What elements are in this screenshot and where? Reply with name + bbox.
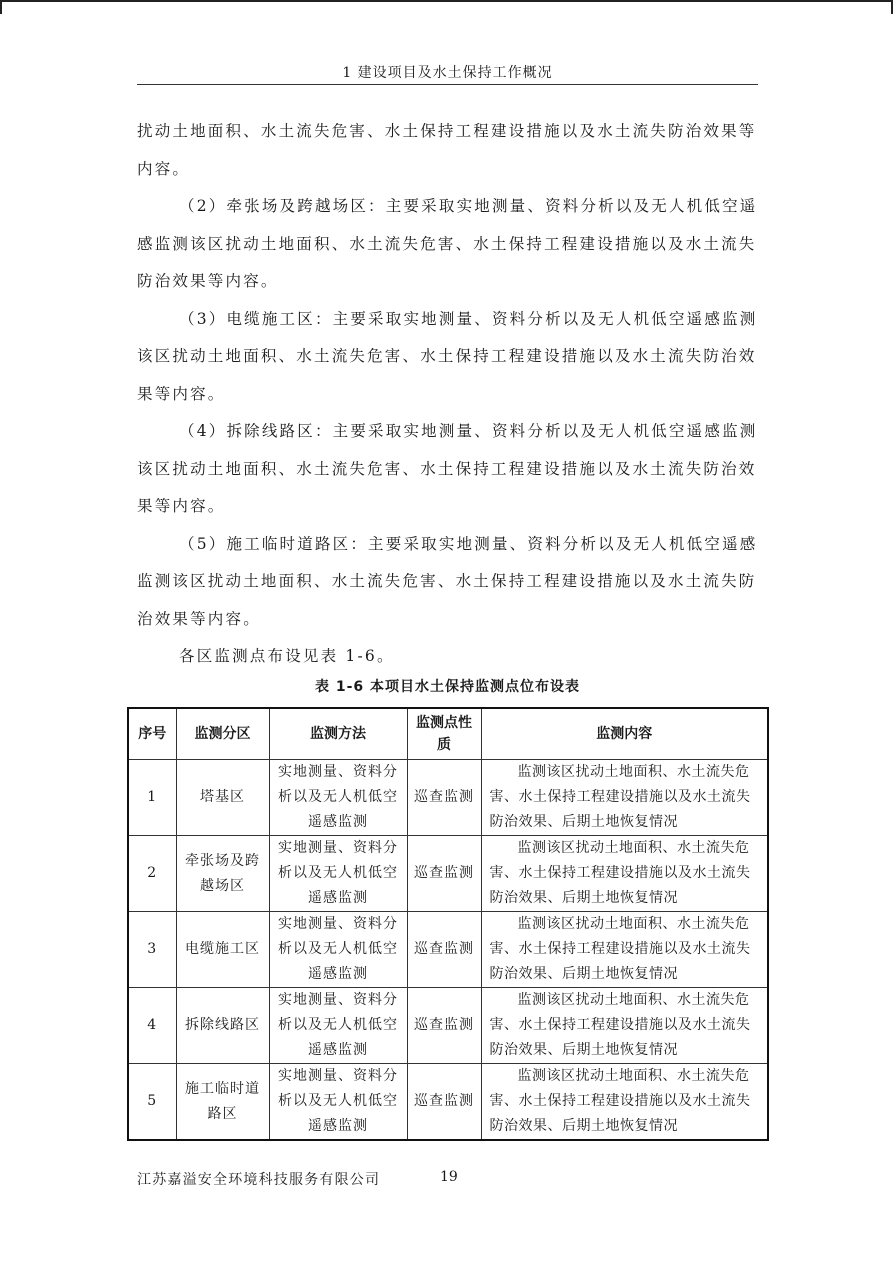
cell-index: 1 <box>128 760 176 836</box>
table-row <box>128 836 768 912</box>
cell-index: 2 <box>128 836 176 912</box>
col-header-content: 监测内容 <box>481 708 768 760</box>
cell-nature: 巡查监测 <box>407 1064 481 1141</box>
cell-method: 实地测量、资料分析以及无人机低空遥感监测 <box>269 760 407 836</box>
cell-zone: 牵张场及跨越场区 <box>176 836 269 912</box>
paragraph-removal-line: （4）拆除线路区：主要采取实地测量、资料分析以及无人机低空遥感监测该区扰动土地面积、水土流失危害、水土保持工程建设措施以及水土流失防治效果等内容。 <box>137 422 758 515</box>
table-row <box>128 1064 768 1141</box>
footer-company: 江苏嘉溢安全环境科技服务有限公司 <box>137 1172 381 1188</box>
cell-nature: 巡查监测 <box>407 912 481 988</box>
paragraph-cable-area: （3）电缆施工区：主要采取实地测量、资料分析以及无人机低空遥感监测该区扰动土地面积、水土流失危害、水土保持工程建设措施以及水土流失防治效果等内容。 <box>137 309 758 403</box>
cell-method: 实地测量、资料分析以及无人机低空遥感监测 <box>269 988 407 1064</box>
header-rule <box>137 84 758 85</box>
cell-index: 3 <box>128 912 176 988</box>
cell-nature: 巡查监测 <box>407 760 481 836</box>
table-row <box>128 760 768 836</box>
cell-index: 5 <box>128 1064 176 1141</box>
cell-method: 实地测量、资料分析以及无人机低空遥感监测 <box>269 836 407 912</box>
cell-zone: 拆除线路区 <box>176 988 269 1064</box>
cell-nature: 巡查监测 <box>407 836 481 912</box>
paragraph-temp-road: （5）施工临时道路区：主要采取实地测量、资料分析以及无人机低空遥感监测该区扰动土地面积、水土流失危害、水土保持工程建设措施以及水土流失防治效果等内容。 <box>137 534 758 628</box>
paragraph-table-ref: 各区监测点布设见表 1-6。 <box>179 647 395 665</box>
cell-zone: 电缆施工区 <box>176 912 269 988</box>
cell-method: 实地测量、资料分析以及无人机低空遥感监测 <box>269 912 407 988</box>
page-corner-top <box>0 0 893 2</box>
cell-content: 监测该区扰动土地面积、水土流失危害、水土保持工程建设措施以及水土流失防治效果、后期土地恢复情况 <box>481 836 768 912</box>
cell-content: 监测该区扰动土地面积、水土流失危害、水土保持工程建设措施以及水土流失防治效果、后期土地恢复情况 <box>481 1064 768 1141</box>
col-header-method: 监测方法 <box>269 708 407 760</box>
cell-zone: 施工临时道路区 <box>176 1064 269 1141</box>
page-number: 19 <box>440 1169 458 1185</box>
paragraph-tension-site: （2）牵张场及跨越场区：主要采取实地测量、资料分析以及无人机低空遥感监测该区扰动土地面积、水土流失危害、水土保持工程建设措施以及水土流失防治效果等内容。 <box>137 197 758 290</box>
cell-zone: 塔基区 <box>176 760 269 836</box>
cell-method: 实地测量、资料分析以及无人机低空遥感监测 <box>269 1064 407 1141</box>
table-row <box>128 912 768 988</box>
page-corner-left <box>0 0 2 14</box>
body-text <box>137 113 758 676</box>
monitoring-table <box>127 707 769 1141</box>
paragraph-continuation: 扰动土地面积、水土流失危害、水土保持工程建设措施以及水土流失防治效果等内容。 <box>137 122 757 178</box>
cell-content: 监测该区扰动土地面积、水土流失危害、水土保持工程建设措施以及水土流失防治效果、后期土地恢复情况 <box>481 760 768 836</box>
table-caption: 表 1-6 本项目水土保持监测点位布设表 <box>314 679 581 695</box>
running-header: 1 建设项目及水土保持工作概况 <box>342 65 553 81</box>
col-header-index: 序号 <box>128 708 176 760</box>
table-header-row <box>128 708 768 760</box>
cell-index: 4 <box>128 988 176 1064</box>
col-header-zone: 监测分区 <box>176 708 269 760</box>
table-row <box>128 988 768 1064</box>
cell-content: 监测该区扰动土地面积、水土流失危害、水土保持工程建设措施以及水土流失防治效果、后期土地恢复情况 <box>481 988 768 1064</box>
cell-nature: 巡查监测 <box>407 988 481 1064</box>
col-header-nature: 监测点性质 <box>407 708 481 760</box>
cell-content: 监测该区扰动土地面积、水土流失危害、水土保持工程建设措施以及水土流失防治效果、后期土地恢复情况 <box>481 912 768 988</box>
